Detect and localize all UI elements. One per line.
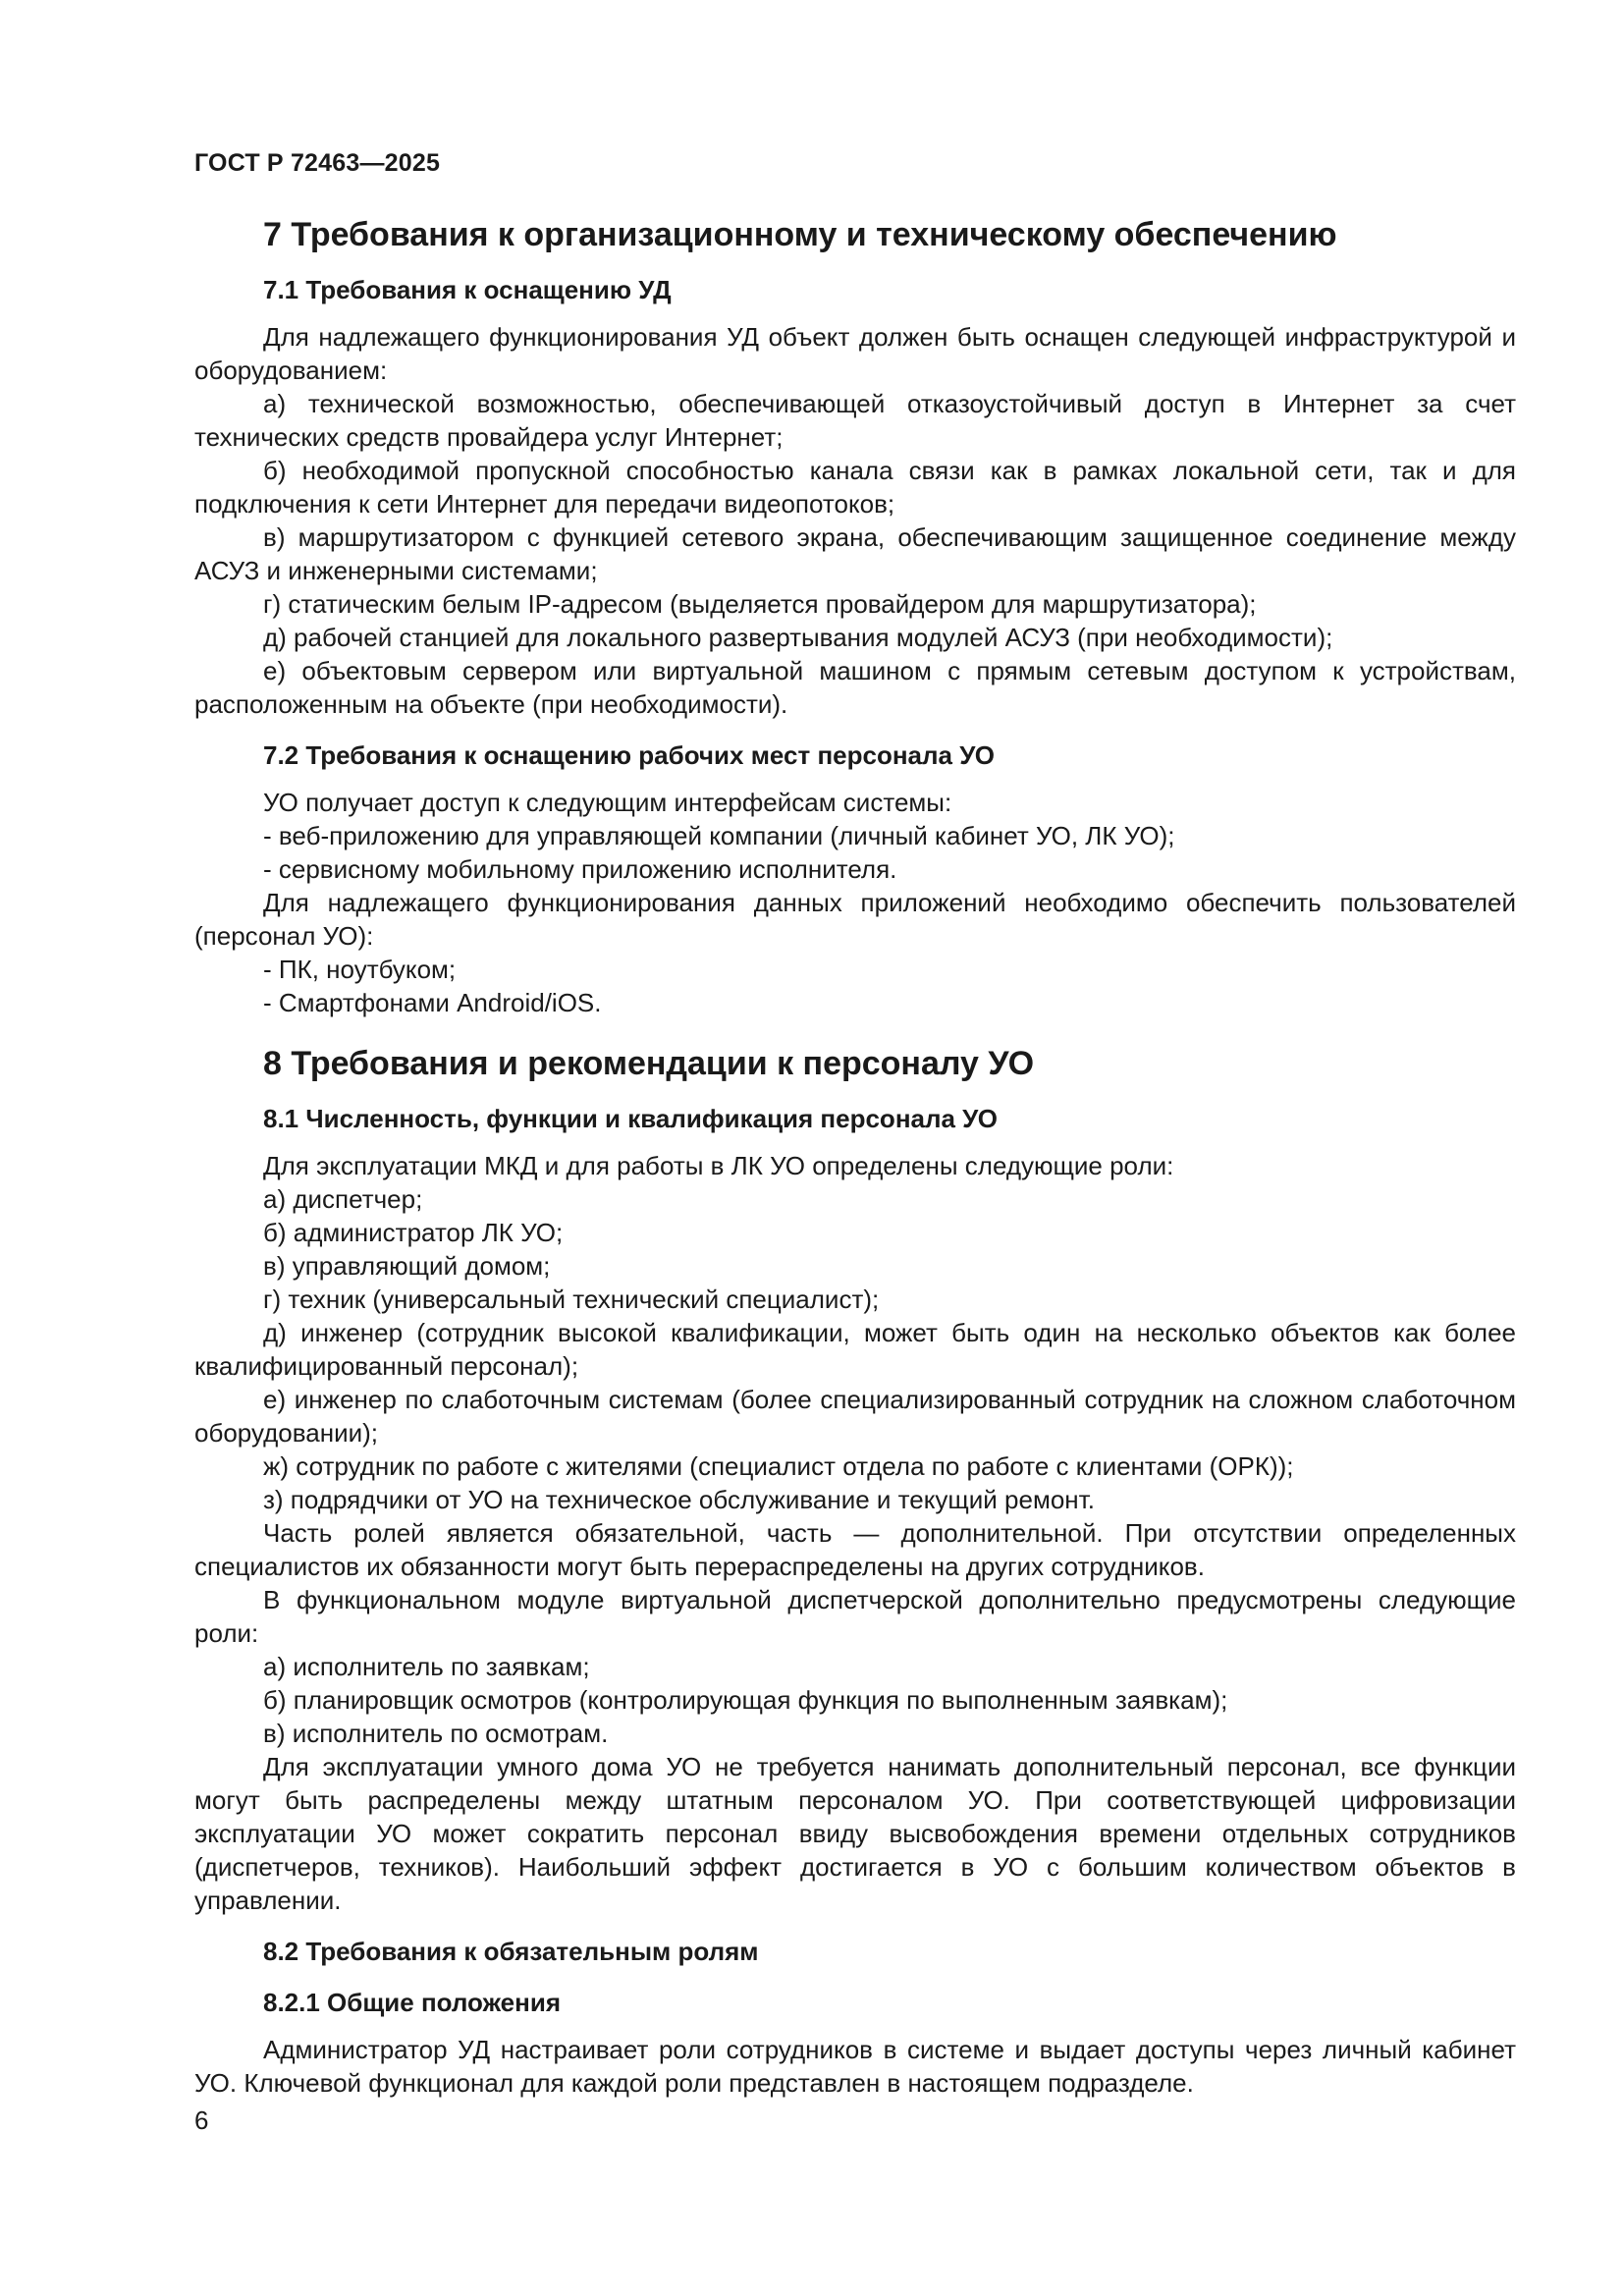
paragraph: В функциональном модуле виртуальной диспетчерской дополнительно предусмотрены следующие роли: xyxy=(194,1585,1516,1648)
list-item: - ПК, ноутбуком; xyxy=(263,955,457,984)
paragraph: а) диспетчер; xyxy=(263,1184,423,1214)
paragraph: Для надлежащего функционирования УД объект должен быть оснащен следующей инфраструктурой и оборудованием: xyxy=(194,322,1516,385)
paragraph: е) объектовым сервером или виртуальной машином с прямым сетевым доступом к устройствам, расположенным на объекте (при необходимости). xyxy=(194,656,1516,719)
paragraph: з) подрядчики от УО на техническое обслуживание и текущий ремонт. xyxy=(263,1485,1095,1514)
paragraph: д) инженер (сотрудник высокой квалификации, может быть один на несколько объектов как более квалифицированный персонал); xyxy=(194,1318,1516,1381)
paragraph: УО получает доступ к следующим интерфейсам системы: xyxy=(263,788,952,817)
subsection-heading: 8.1 Численность, функции и квалификация персонала УО xyxy=(263,1104,998,1133)
paragraph: Администратор УД настраивает роли сотрудников в системе и выдает доступы через личный кабинет УО. Ключевой функционал для каждой роли представлен в настоящем подразделе. xyxy=(194,2035,1516,2098)
paragraph: ж) сотрудник по работе с жителями (специалист отдела по работе с клиентами (ОРК)); xyxy=(263,1451,1294,1481)
paragraph: б) администратор ЛК УО; xyxy=(263,1218,564,1247)
paragraph: в) маршрутизатором с функцией сетевого экрана, обеспечивающим защищенное соединение между АСУЗ и инженерными системами; xyxy=(194,522,1516,585)
paragraph: б) планировщик осмотров (контролирующая функция по выполненным заявкам); xyxy=(263,1685,1228,1715)
paragraph: Часть ролей является обязательной, часть — дополнительной. При отсутствии определенных специалистов их обязанности могут быть перераспределены на других сотрудников. xyxy=(194,1518,1516,1581)
list-item: - сервисному мобильному приложению исполнителя. xyxy=(263,854,897,884)
paragraph: Для эксплуатации умного дома УО не требуется нанимать дополнительный персонал, все функции могут быть распределены между штатным персоналом УО. При соответствующей цифровизации эксплуатации УО может сократить персонал ввиду высвобождения времени отдельных сотрудников (диспетчеров, техников). Наибольший эффект достигается в УО с большим количеством объектов в управлении. xyxy=(194,1752,1516,1915)
subsection-heading: 8.2.1 Общие положения xyxy=(263,1988,561,2017)
paragraph: е) инженер по слаботочным системам (более специализированный сотрудник на сложном слаботочном оборудовании); xyxy=(194,1385,1516,1448)
document-body xyxy=(194,214,1516,2100)
paragraph: Для эксплуатации МКД и для работы в ЛК УО определены следующие роли: xyxy=(263,1151,1174,1180)
subsection-heading: 7.2 Требования к оснащению рабочих мест персонала УО xyxy=(263,740,995,770)
paragraph: а) технической возможностью, обеспечивающей отказоустойчивый доступ в Интернет за счет технических средств провайдера услуг Интернет; xyxy=(194,389,1516,452)
paragraph: в) управляющий домом; xyxy=(263,1251,551,1281)
paragraph: г) статическим белым IP-адресом (выделяется провайдером для маршрутизатора); xyxy=(263,589,1257,619)
paragraph: г) техник (универсальный технический специалист); xyxy=(263,1285,880,1314)
list-item: - веб-приложению для управляющей компании (личный кабинет УО, ЛК УО); xyxy=(263,821,1175,850)
subsection-heading: 8.2 Требования к обязательным ролям xyxy=(263,1937,759,1966)
paragraph: Для надлежащего функционирования данных приложений необходимо обеспечить пользователей (персонал УО): xyxy=(194,888,1516,951)
paragraph: б) необходимой пропускной способностью канала связи как в рамках локальной сети, так и для подключения к сети Интернет для передачи видеопотоков; xyxy=(194,456,1516,519)
document-id-header: ГОСТ Р 72463—2025 xyxy=(194,149,441,177)
section-heading: 7 Требования к организационному и техническому обеспечению xyxy=(263,216,1337,253)
paragraph: а) исполнитель по заявкам; xyxy=(263,1652,590,1681)
subsection-heading: 7.1 Требования к оснащению УД xyxy=(263,275,672,304)
page-number: 6 xyxy=(194,2105,209,2135)
paragraph: д) рабочей станцией для локального развертывания модулей АСУЗ (при необходимости); xyxy=(263,623,1333,652)
section-heading: 8 Требования и рекомендации к персоналу УО xyxy=(263,1045,1035,1082)
list-item: - Смартфонами Android/iOS. xyxy=(263,988,602,1017)
paragraph: в) исполнитель по осмотрам. xyxy=(263,1719,609,1748)
